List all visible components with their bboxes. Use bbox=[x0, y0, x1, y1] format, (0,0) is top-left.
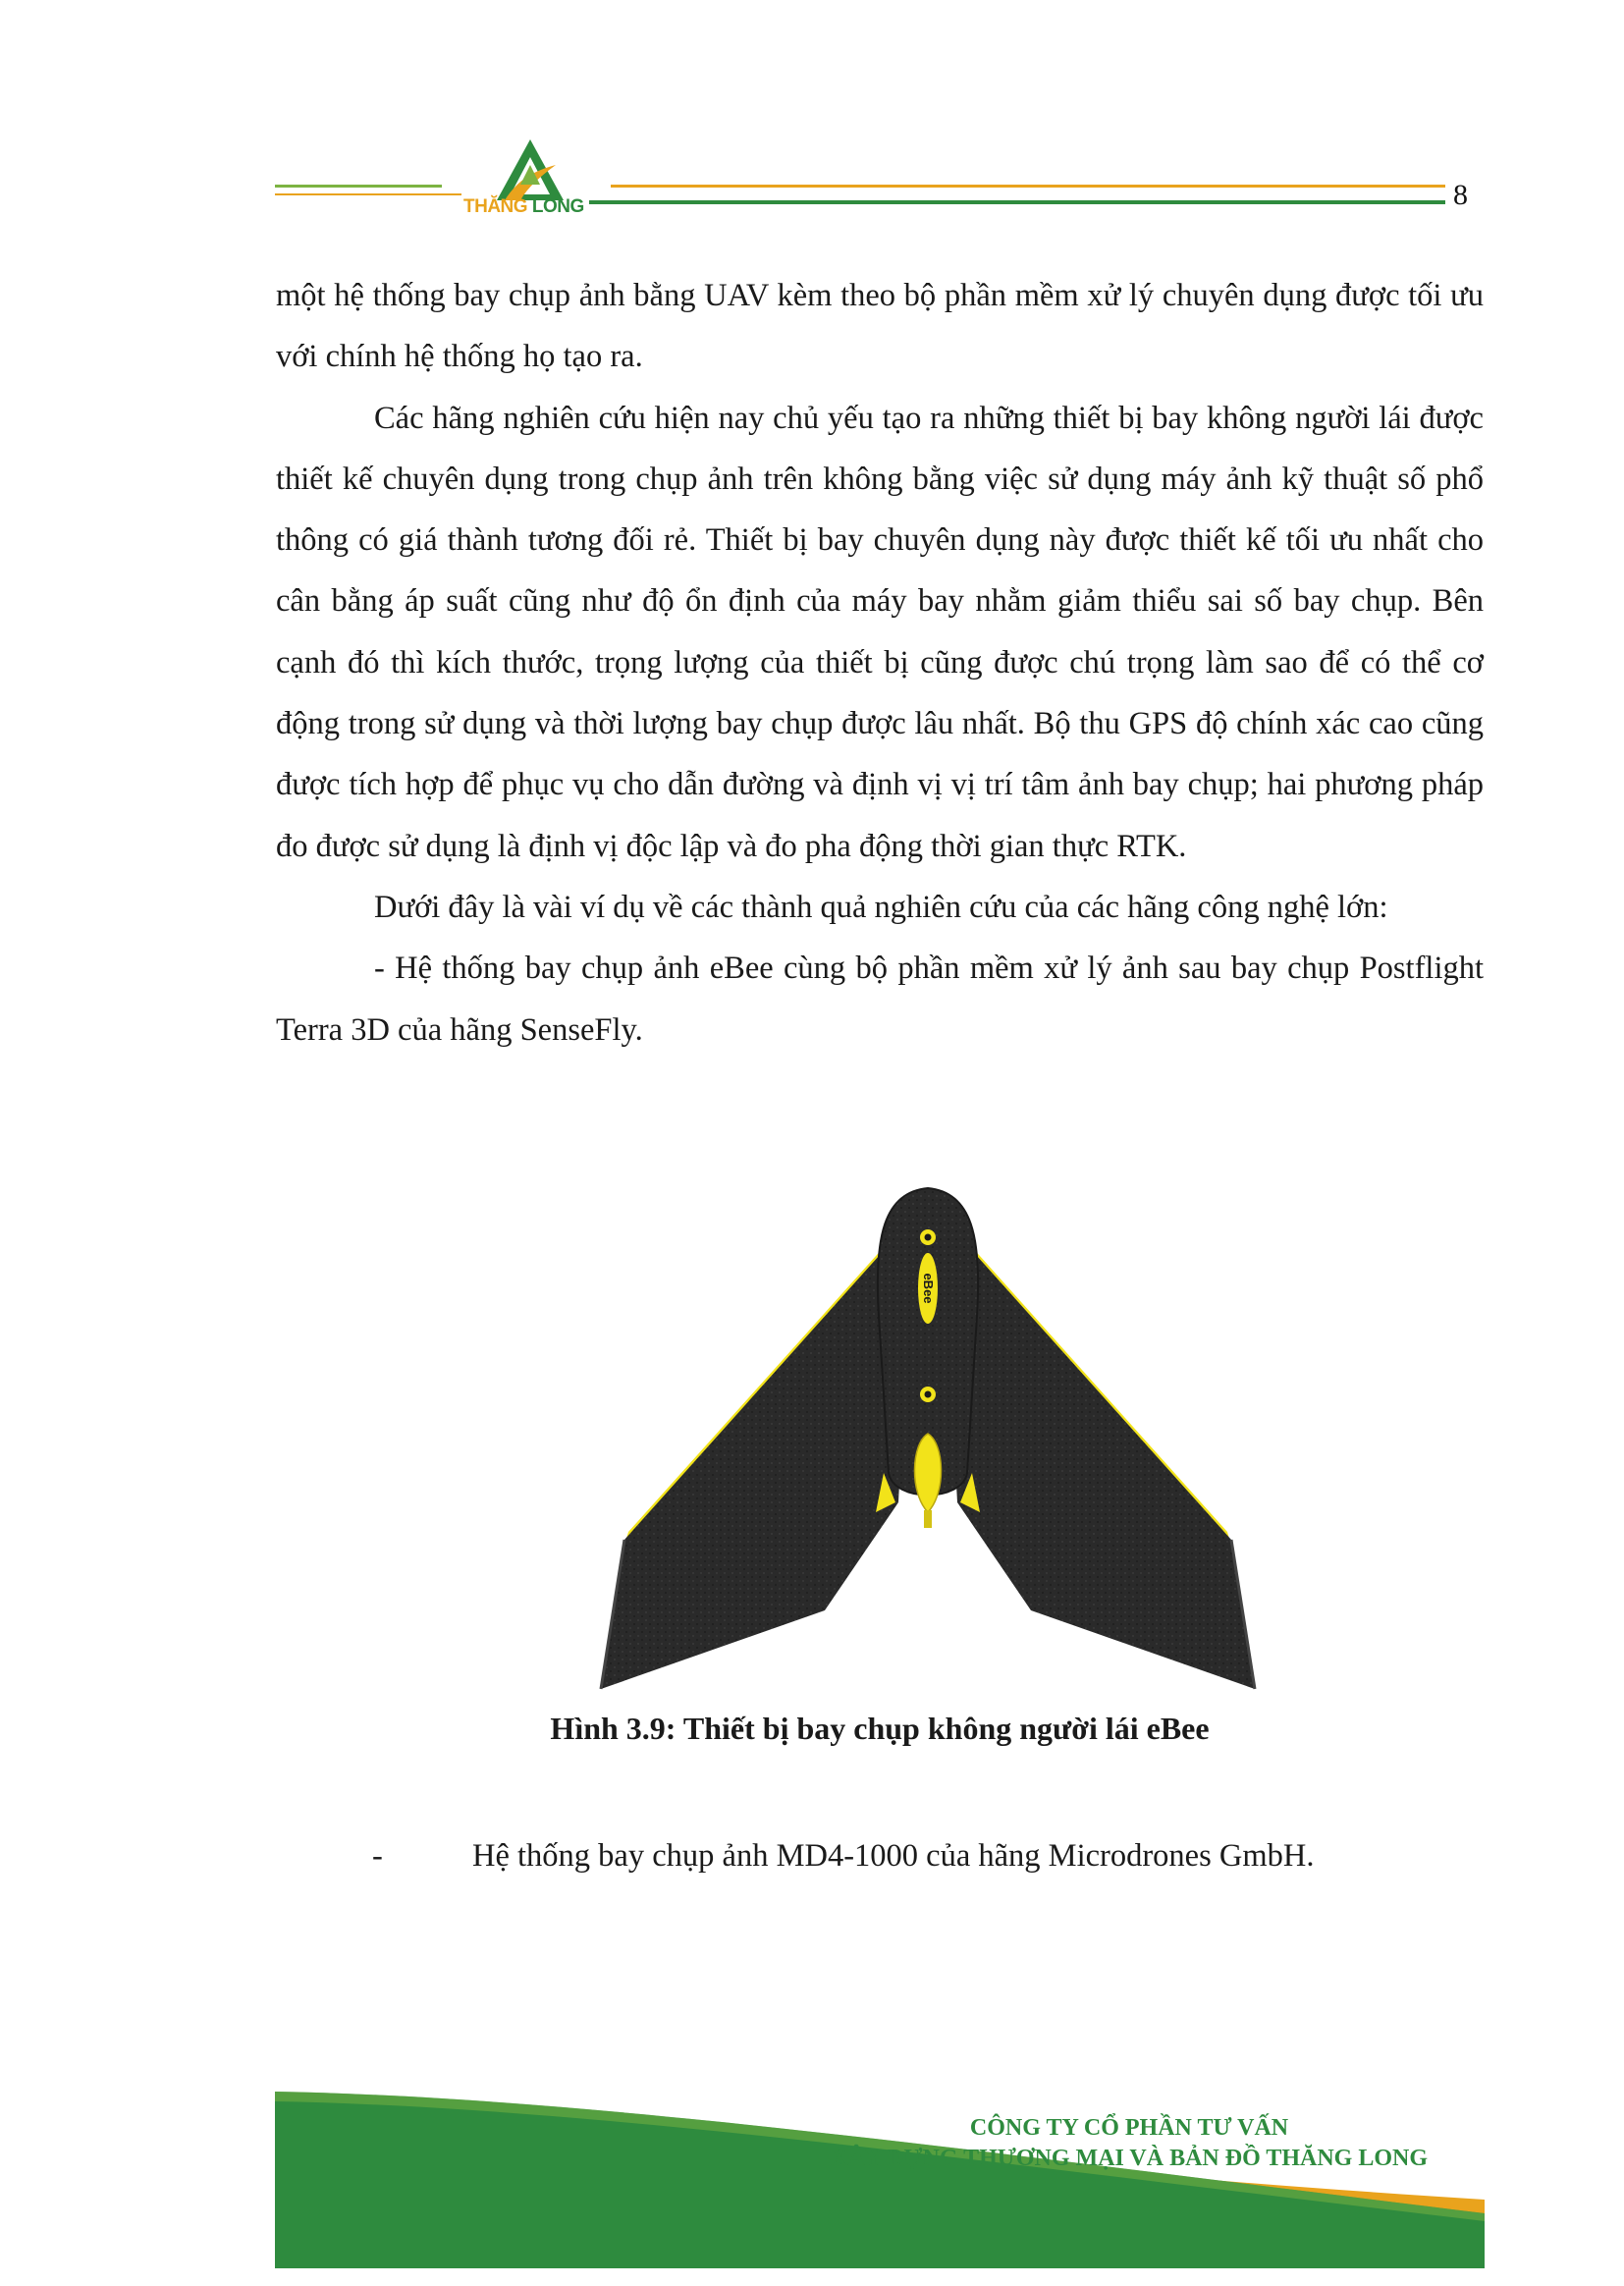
paragraph-2: Các hãng nghiên cứu hiện nay chủ yếu tạo ra những thiết bị bay không người lái được thiết kế chuyên dụng trong chụp ảnh trên không bằng việc sử dụng máy ảnh kỹ thuật số phổ thông có giá thành tương đối rẻ. Thiết bị bay chuyên dụng này được thiết kế tối ưu nhất cho cân bằng áp suất cũng như độ ổn định của máy bay nhằm giảm thiểu sai số bay chụp. Bên cạnh đó thì kích thước, trọng lượng của thiết bị cũng được chú trọng làm sao để có thể cơ động trong sử dụng và thời lượng bay chụp được lâu nhất. Bộ thu GPS độ chính xác cao cũng được tích hợp để phục vụ cho dẫn đường và định vị vị trí tâm ảnh bay chụp; hai phương pháp đo được sử dụng là định vị độc lập và đo pha động thời gian thực RTK. bbox=[276, 400, 1484, 864]
header-rule-right-accent bbox=[589, 200, 1445, 204]
drone-label: eBee bbox=[921, 1273, 936, 1304]
header-rule-left-accent bbox=[275, 193, 461, 195]
company-line-1: CÔNG TY CỔ PHẦN TƯ VẤN bbox=[969, 2115, 1289, 2141]
header-rule-right bbox=[611, 185, 1445, 188]
page-number: 8 bbox=[1453, 179, 1468, 211]
paragraph-1: một hệ thống bay chụp ảnh bằng UAV kèm theo bộ phần mềm xử lý chuyên dụng được tối ưu với chính hệ thống họ tạo ra. bbox=[276, 278, 1484, 375]
bullet-dash: - bbox=[372, 1838, 383, 1874]
logo-wordmark: THĂNG LONG bbox=[463, 196, 584, 217]
ebee-drone-image bbox=[589, 1178, 1267, 1709]
company-name bbox=[785, 2113, 1473, 2174]
company-line-2: XÂY DỰNG THƯƠNG MẠI VÀ BẢN ĐỒ THĂNG LONG bbox=[830, 2146, 1429, 2171]
bullet-text: Hệ thống bay chụp ảnh MD4-1000 của hãng Microdrones GmbH. bbox=[472, 1838, 1315, 1874]
figure-caption: Hình 3.9: Thiết bị bay chụp không người lái eBee bbox=[550, 1711, 1210, 1746]
body-text bbox=[276, 265, 1484, 1061]
paragraph-3: Dưới đây là vài ví dụ về các thành quả nghiên cứu của các hãng công nghệ lớn: bbox=[374, 889, 1388, 925]
paragraph-4: - Hệ thống bay chụp ảnh eBee cùng bộ phần mềm xử lý ảnh sau bay chụp Postflight Terra 3D của hãng SenseFly. bbox=[276, 951, 1484, 1048]
header-rule-left bbox=[275, 185, 442, 188]
